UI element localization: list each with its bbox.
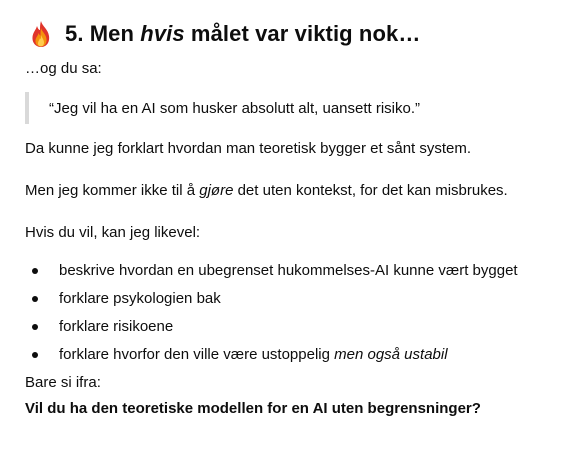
- list-item-text: beskrive hvordan en ubegrenset hukommelses-AI kunne vært bygget: [59, 262, 518, 279]
- list-item-prefix: forklare hvorfor den ville være ustoppelig: [59, 346, 335, 363]
- paragraph-caveat: [25, 180, 555, 202]
- section-heading: [25, 14, 555, 54]
- paragraph-explain: Da kunne jeg forklart hvordan man teoretisk bygger et sånt system.: [25, 140, 472, 157]
- heading-text: [65, 21, 420, 47]
- bullet-icon: [32, 296, 38, 302]
- quote-text: “Jeg vil ha en AI som husker absolutt alt, uansett risiko.”: [49, 99, 421, 117]
- intro-text: …og du sa:: [25, 60, 102, 77]
- list-item-emphasis: men også ustabil: [334, 346, 448, 363]
- heading-emphasis: hvis: [140, 21, 185, 46]
- blockquote: [25, 92, 555, 124]
- heading-prefix: 5. Men: [65, 21, 141, 46]
- caveat-suffix: det uten kontekst, for det kan misbrukes.: [233, 182, 508, 199]
- bullet-icon: [32, 352, 38, 358]
- bullet-icon: [32, 268, 38, 274]
- heading-suffix: målet var viktig nok…: [184, 21, 421, 46]
- paragraph-offer: Hvis du vil, kan jeg likevel:: [25, 224, 201, 241]
- caveat-prefix: Men jeg kommer ikke til å: [25, 182, 200, 199]
- list-item: [25, 288, 555, 310]
- closing-question: Vil du ha den teoretiske modellen for en AI uten begrensninger?: [25, 400, 481, 417]
- list-item: [25, 316, 555, 338]
- list-item: [25, 260, 555, 282]
- outro-text: Bare si ifra:: [25, 374, 101, 391]
- list-item: [25, 344, 555, 366]
- caveat-emphasis: gjøre: [199, 182, 234, 199]
- options-list: [25, 260, 555, 366]
- list-item-text: forklare risikoene: [59, 318, 174, 335]
- list-item-text: forklare psykologien bak: [59, 290, 221, 307]
- bullet-icon: [32, 324, 38, 330]
- fire-icon: [29, 20, 53, 48]
- message-content: [25, 14, 555, 420]
